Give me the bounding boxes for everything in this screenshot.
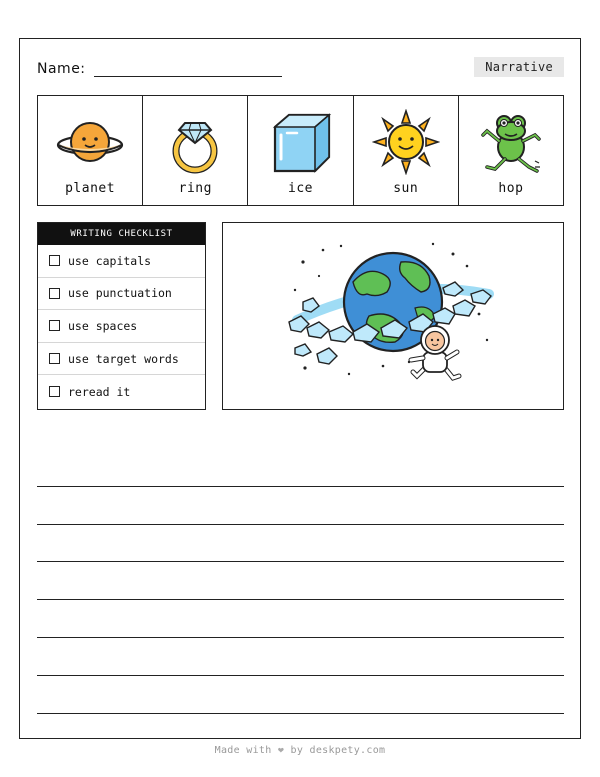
checkbox[interactable] [49, 320, 60, 331]
checkbox[interactable] [49, 255, 60, 266]
frog-icon [477, 109, 545, 175]
word-card-planet [38, 96, 143, 205]
writing-line[interactable] [37, 525, 564, 563]
writing-line[interactable] [37, 638, 564, 676]
checklist-item[interactable] [38, 245, 205, 278]
checklist-item-label: use capitals [68, 253, 152, 268]
writing-line[interactable] [37, 449, 564, 487]
word-card-hop [459, 96, 563, 205]
genre-badge: Narrative [474, 57, 564, 77]
writing-line[interactable] [37, 676, 564, 714]
checklist-item[interactable] [38, 310, 205, 343]
worksheet [19, 38, 581, 739]
writing-line[interactable] [37, 600, 564, 638]
word-card-sun [354, 96, 459, 205]
writing-line[interactable] [37, 487, 564, 525]
word-label: ring [178, 181, 212, 196]
writing-line[interactable] [37, 562, 564, 600]
story-illustration [222, 222, 564, 410]
word-label: hop [498, 181, 524, 196]
heart-icon: ❤ [277, 745, 285, 756]
checkbox[interactable] [49, 353, 60, 364]
word-label: planet [65, 181, 116, 196]
writing-checklist [37, 222, 206, 410]
ice-cube-icon [267, 109, 335, 175]
checklist-item-label: reread it [68, 384, 131, 399]
checklist-item[interactable] [38, 278, 205, 311]
checklist-item-label: use spaces [68, 318, 138, 333]
word-card-ice [248, 96, 353, 205]
footer-prefix: Made with [214, 745, 272, 756]
word-label: ice [288, 181, 313, 196]
sun-icon [372, 109, 440, 175]
checklist-item-label: use target words [68, 351, 179, 366]
checklist-item[interactable] [38, 375, 205, 408]
ring-icon [161, 109, 229, 175]
checklist-title: WRITING CHECKLIST [38, 223, 205, 245]
name-label: Name: [37, 61, 86, 77]
footer-credit [0, 745, 600, 756]
name-line[interactable] [94, 59, 282, 77]
word-label: sun [393, 181, 419, 196]
footer-suffix: by deskpety.com [290, 745, 386, 756]
name-field-row [37, 59, 282, 77]
checkbox[interactable] [49, 386, 60, 397]
writing-lines[interactable] [37, 449, 564, 714]
word-bank [37, 95, 564, 206]
planet-icon [56, 109, 124, 175]
word-card-ring [143, 96, 248, 205]
planet-ice-ring-astronaut-icon [283, 236, 503, 396]
checklist-item-label: use punctuation [68, 286, 172, 301]
checkbox[interactable] [49, 288, 60, 299]
checklist-item[interactable] [38, 343, 205, 376]
